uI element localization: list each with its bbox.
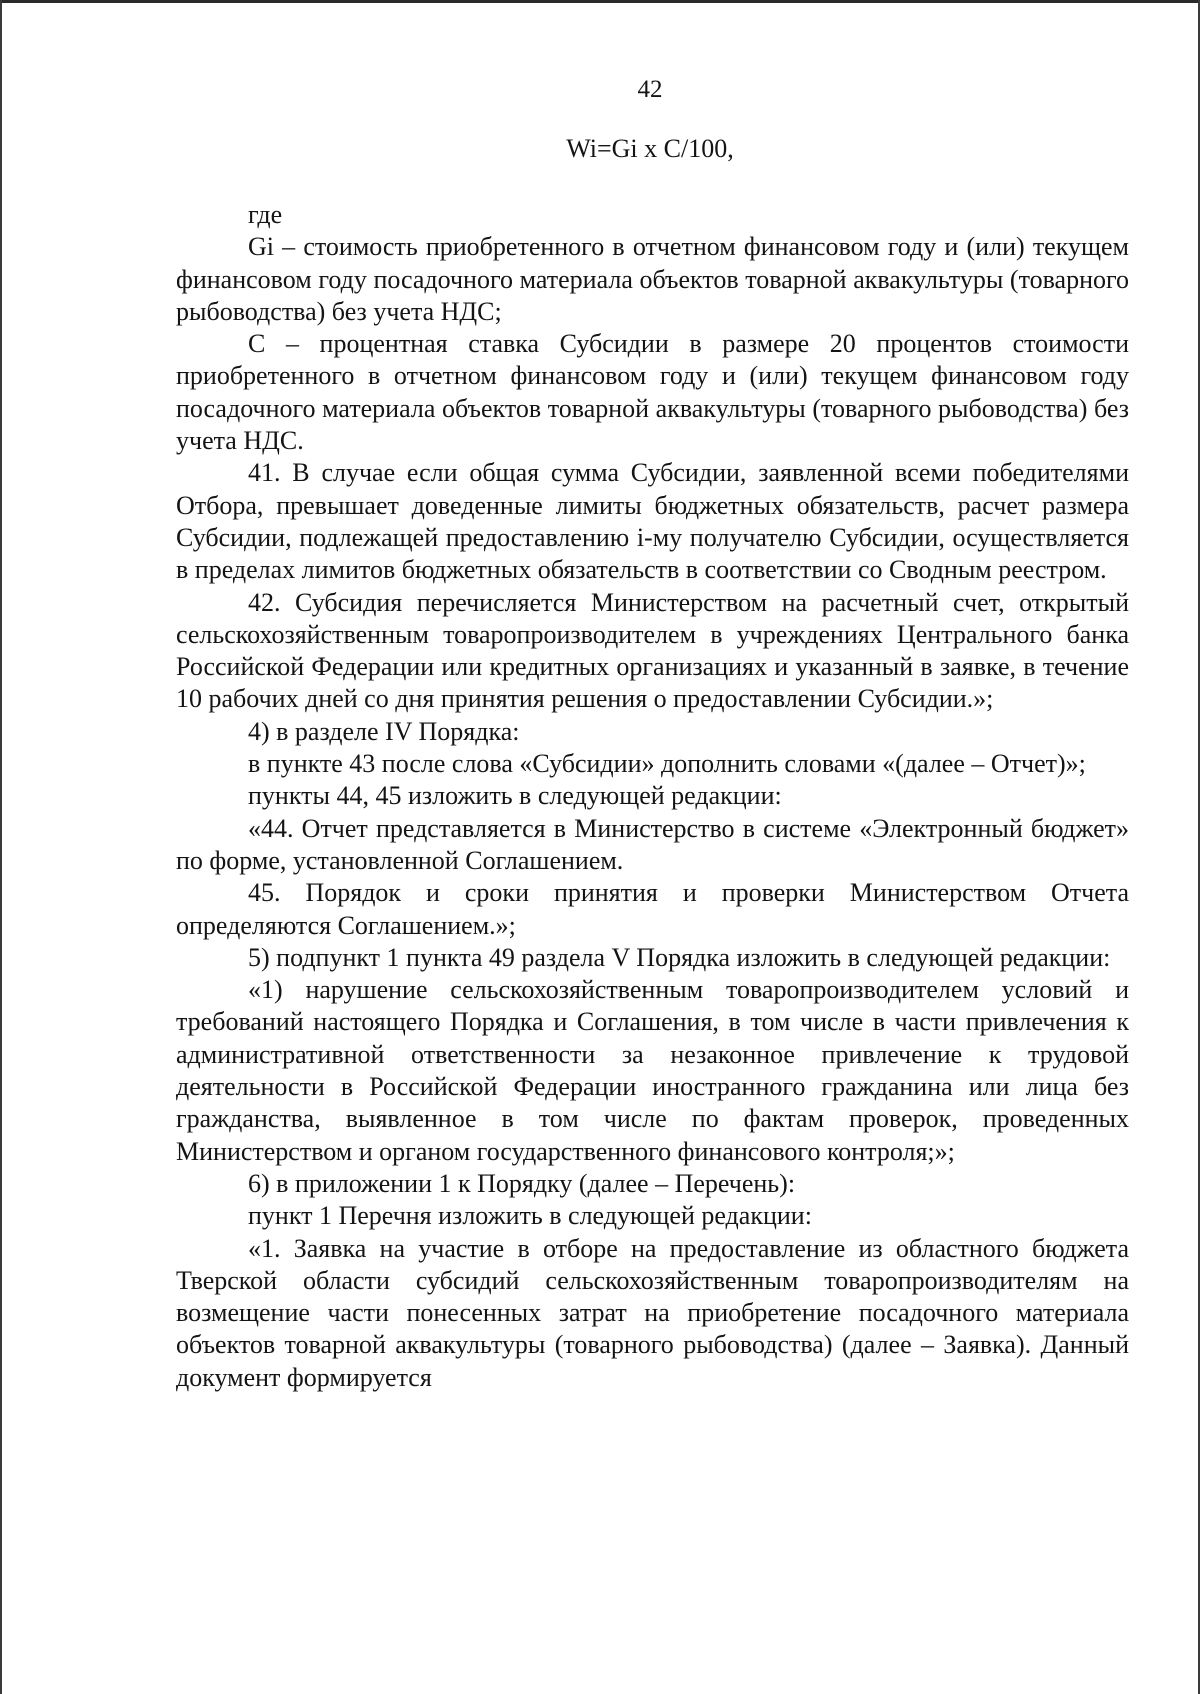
paragraph: «44. Отчет представляется в Министерство в системе «Электронный бюджет» по форме, установленной Соглашением. [176,813,1129,875]
document-body [176,199,1129,1394]
scan-edge-top [0,0,1200,3]
paragraph: 5) подпункт 1 пункта 49 раздела V Порядка изложить в следующей редакции: [248,942,1111,972]
paragraph: в пункте 43 после слова «Субсидии» дополнить словами «(далее – Отчет)»; [248,749,1086,779]
paragraph: С – процентная ставка Субсидии в размере 20 процентов стоимости приобретенного в отчетном финансовом году и (или) текущем финансовом году посадочного материала объектов товарной аквакультуры (товарного рыбоводства) без учета НДС. [176,329,1129,456]
paragraph: 45. Порядок и сроки принятия и проверки Министерством Отчета определяются Соглашением.»; [176,878,1129,940]
paragraph: где [248,200,283,229]
page-number: 42 [637,76,663,103]
paragraph: Gi – стоимость приобретенного в отчетном финансовом году и (или) текущем финансовом году посадочного материала объектов товарной аквакультуры (товарного рыбоводства) без учета НДС; [176,232,1129,326]
paragraph: 41. В случае если общая сумма Субсидии, заявленной всеми победителями Отбора, превышает доведенные лимиты бюджетных обязательств, расчет размера Субсидии, подлежащей предоставлению i-му получателю Субсидии, осуществляется в пределах лимитов бюджетных обязательств в соответствии со Сводным реестром. [176,458,1129,585]
paragraph: 42. Субсидия перечисляется Министерством на расчетный счет, открытый сельскохозяйственным товаропроизводителем в учреждениях Центрального банка Российской Федерации или кредитных организациях и указанный в заявке, в течение 10 рабочих дней со дня принятия решения о предоставлении Субсидии.»; [176,587,1129,714]
paragraph: пункт 1 Перечня изложить в следующей редакции: [248,1201,812,1231]
paragraph: 4) в разделе IV Порядка: [248,716,520,746]
paragraph: «1. Заявка на участие в отборе на предоставление из областного бюджета Тверской области субсидий сельскохозяйственным товаропроизводителям на возмещение части понесенных затрат на приобретение посадочного материала объектов товарной аквакультуры (товарного рыбоводства) (далее – Заявка). Данный документ формируется [176,1233,1129,1392]
paragraph: «1) нарушение сельскохозяйственным товаропроизводителем условий и требований настоящего Порядка и Соглашения, в том числе в части привлечения к административной ответственности за незаконное привлечение к трудовой деятельности в Российской Федерации иностранного гражданина или лица без гражданства, выявленное в том числе по фактам проверок, проведенных Министерством и органом государственного финансового контроля;»; [176,975,1129,1166]
formula: Wi=Gi x C/100, [566,134,734,163]
paragraph: 6) в приложении 1 к Порядку (далее – Перечень): [248,1168,796,1198]
scan-edge-left [0,0,2,1694]
paragraph: пункты 44, 45 изложить в следующей редакции: [248,781,782,811]
